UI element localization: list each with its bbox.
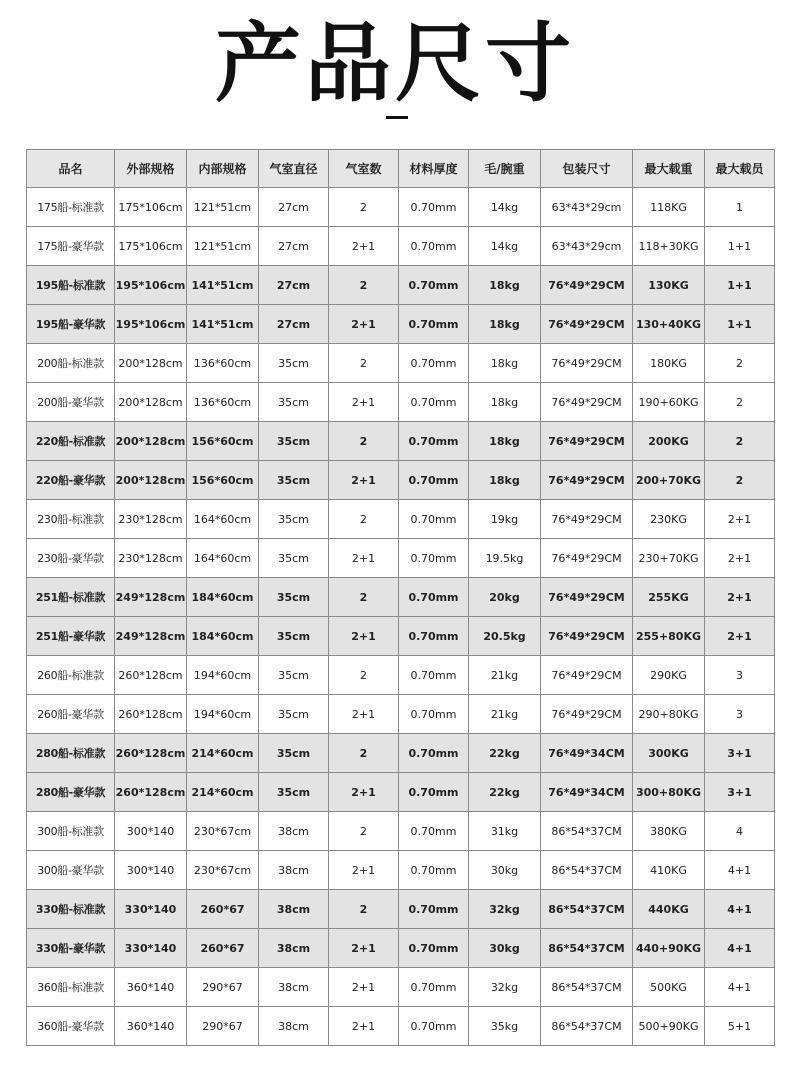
cell-col-name: 330船-豪华款 [27, 929, 115, 968]
cell-col-package-size: 76*49*29CM [541, 266, 633, 305]
cell-col-inner-size: 214*60cm [187, 734, 259, 773]
cell-col-tube-diameter: 35cm [259, 773, 329, 812]
cell-col-name: 230船-标准款 [27, 500, 115, 539]
cell-col-tube-diameter: 38cm [259, 890, 329, 929]
cell-col-outer-size: 230*128cm [115, 539, 187, 578]
cell-col-outer-size: 230*128cm [115, 500, 187, 539]
table-row [27, 617, 775, 656]
cell-col-name: 230船-豪华款 [27, 539, 115, 578]
cell-col-package-size: 86*54*37CM [541, 851, 633, 890]
cell-col-max-persons: 2+1 [705, 539, 775, 578]
cell-col-max-persons: 3+1 [705, 773, 775, 812]
header-col-package-size: 包装尺寸 [541, 150, 633, 188]
cell-col-name: 280船-标准款 [27, 734, 115, 773]
cell-col-chambers: 2 [329, 578, 399, 617]
cell-col-name: 200船-标准款 [27, 344, 115, 383]
cell-col-chambers: 2+1 [329, 773, 399, 812]
header-col-outer-size: 外部规格 [115, 150, 187, 188]
cell-col-inner-size: 260*67 [187, 929, 259, 968]
cell-col-outer-size: 300*140 [115, 812, 187, 851]
cell-col-weight: 21kg [469, 695, 541, 734]
table-row [27, 266, 775, 305]
cell-col-max-persons: 1+1 [705, 305, 775, 344]
cell-col-max-load: 230KG [633, 500, 705, 539]
table-row [27, 344, 775, 383]
cell-col-chambers: 2+1 [329, 461, 399, 500]
cell-col-chambers: 2+1 [329, 929, 399, 968]
cell-col-material-thickness: 0.70mm [399, 695, 469, 734]
cell-col-max-load: 130KG [633, 266, 705, 305]
cell-col-weight: 20.5kg [469, 617, 541, 656]
cell-col-material-thickness: 0.70mm [399, 305, 469, 344]
cell-col-weight: 31kg [469, 812, 541, 851]
cell-col-outer-size: 360*140 [115, 968, 187, 1007]
cell-col-max-persons: 5+1 [705, 1007, 775, 1046]
table-row [27, 422, 775, 461]
header-col-max-load: 最大载重 [633, 150, 705, 188]
cell-col-max-persons: 1 [705, 188, 775, 227]
cell-col-outer-size: 300*140 [115, 851, 187, 890]
cell-col-tube-diameter: 35cm [259, 656, 329, 695]
cell-col-weight: 18kg [469, 266, 541, 305]
cell-col-name: 251船-豪华款 [27, 617, 115, 656]
cell-col-chambers: 2+1 [329, 968, 399, 1007]
cell-col-chambers: 2+1 [329, 227, 399, 266]
cell-col-max-persons: 4+1 [705, 851, 775, 890]
cell-col-tube-diameter: 38cm [259, 851, 329, 890]
cell-col-name: 220船-标准款 [27, 422, 115, 461]
cell-col-material-thickness: 0.70mm [399, 890, 469, 929]
cell-col-weight: 14kg [469, 188, 541, 227]
cell-col-package-size: 76*49*29CM [541, 617, 633, 656]
cell-col-weight: 19.5kg [469, 539, 541, 578]
cell-col-package-size: 76*49*29CM [541, 695, 633, 734]
cell-col-package-size: 63*43*29cm [541, 188, 633, 227]
cell-col-max-persons: 2 [705, 461, 775, 500]
cell-col-material-thickness: 0.70mm [399, 539, 469, 578]
cell-col-max-persons: 4 [705, 812, 775, 851]
cell-col-outer-size: 249*128cm [115, 617, 187, 656]
cell-col-max-persons: 3 [705, 695, 775, 734]
cell-col-tube-diameter: 27cm [259, 227, 329, 266]
cell-col-name: 300船-标准款 [27, 812, 115, 851]
cell-col-tube-diameter: 38cm [259, 968, 329, 1007]
cell-col-max-persons: 2 [705, 383, 775, 422]
cell-col-outer-size: 260*128cm [115, 773, 187, 812]
cell-col-package-size: 86*54*37CM [541, 968, 633, 1007]
cell-col-inner-size: 230*67cm [187, 812, 259, 851]
table-header-row [27, 150, 775, 188]
cell-col-weight: 18kg [469, 344, 541, 383]
cell-col-chambers: 2 [329, 734, 399, 773]
cell-col-name: 280船-豪华款 [27, 773, 115, 812]
cell-col-max-persons: 4+1 [705, 929, 775, 968]
cell-col-name: 360船-豪华款 [27, 1007, 115, 1046]
cell-col-inner-size: 194*60cm [187, 656, 259, 695]
cell-col-outer-size: 200*128cm [115, 344, 187, 383]
cell-col-chambers: 2 [329, 188, 399, 227]
cell-col-name: 195船-标准款 [27, 266, 115, 305]
table-row [27, 929, 775, 968]
table-row [27, 383, 775, 422]
cell-col-outer-size: 260*128cm [115, 695, 187, 734]
cell-col-weight: 35kg [469, 1007, 541, 1046]
cell-col-inner-size: 230*67cm [187, 851, 259, 890]
table-row [27, 539, 775, 578]
cell-col-max-load: 230+70KG [633, 539, 705, 578]
cell-col-tube-diameter: 35cm [259, 422, 329, 461]
cell-col-outer-size: 175*106cm [115, 227, 187, 266]
cell-col-package-size: 76*49*29CM [541, 461, 633, 500]
cell-col-outer-size: 360*140 [115, 1007, 187, 1046]
cell-col-weight: 14kg [469, 227, 541, 266]
cell-col-max-load: 190+60KG [633, 383, 705, 422]
cell-col-max-persons: 4+1 [705, 968, 775, 1007]
cell-col-max-persons: 1+1 [705, 266, 775, 305]
cell-col-outer-size: 175*106cm [115, 188, 187, 227]
table-row [27, 500, 775, 539]
cell-col-tube-diameter: 35cm [259, 461, 329, 500]
cell-col-inner-size: 156*60cm [187, 461, 259, 500]
cell-col-name: 175船-豪华款 [27, 227, 115, 266]
cell-col-max-load: 440KG [633, 890, 705, 929]
header-col-material-thickness: 材料厚度 [399, 150, 469, 188]
cell-col-package-size: 86*54*37CM [541, 1007, 633, 1046]
cell-col-outer-size: 200*128cm [115, 461, 187, 500]
cell-col-inner-size: 260*67 [187, 890, 259, 929]
cell-col-max-persons: 4+1 [705, 890, 775, 929]
table-row [27, 1007, 775, 1046]
table-row [27, 227, 775, 266]
cell-col-inner-size: 184*60cm [187, 617, 259, 656]
cell-col-outer-size: 195*106cm [115, 305, 187, 344]
cell-col-name: 251船-标准款 [27, 578, 115, 617]
cell-col-chambers: 2 [329, 890, 399, 929]
cell-col-max-persons: 2 [705, 344, 775, 383]
table-row [27, 578, 775, 617]
cell-col-inner-size: 184*60cm [187, 578, 259, 617]
cell-col-name: 360船-标准款 [27, 968, 115, 1007]
cell-col-outer-size: 330*140 [115, 929, 187, 968]
table-row [27, 851, 775, 890]
table-row [27, 461, 775, 500]
table-row [27, 656, 775, 695]
cell-col-material-thickness: 0.70mm [399, 929, 469, 968]
cell-col-max-load: 200KG [633, 422, 705, 461]
cell-col-max-load: 440+90KG [633, 929, 705, 968]
cell-col-tube-diameter: 35cm [259, 578, 329, 617]
cell-col-max-load: 290+80KG [633, 695, 705, 734]
cell-col-material-thickness: 0.70mm [399, 812, 469, 851]
cell-col-material-thickness: 0.70mm [399, 188, 469, 227]
cell-col-material-thickness: 0.70mm [399, 773, 469, 812]
cell-col-chambers: 2+1 [329, 383, 399, 422]
cell-col-max-load: 118+30KG [633, 227, 705, 266]
cell-col-name: 300船-豪华款 [27, 851, 115, 890]
cell-col-material-thickness: 0.70mm [399, 227, 469, 266]
cell-col-outer-size: 200*128cm [115, 383, 187, 422]
cell-col-material-thickness: 0.70mm [399, 734, 469, 773]
header-col-max-persons: 最大载员 [705, 150, 775, 188]
cell-col-material-thickness: 0.70mm [399, 422, 469, 461]
cell-col-max-persons: 2+1 [705, 578, 775, 617]
cell-col-package-size: 76*49*29CM [541, 383, 633, 422]
cell-col-outer-size: 260*128cm [115, 734, 187, 773]
cell-col-weight: 19kg [469, 500, 541, 539]
cell-col-weight: 18kg [469, 461, 541, 500]
table-row [27, 968, 775, 1007]
cell-col-inner-size: 290*67 [187, 968, 259, 1007]
cell-col-chambers: 2+1 [329, 539, 399, 578]
cell-col-name: 220船-豪华款 [27, 461, 115, 500]
cell-col-weight: 18kg [469, 422, 541, 461]
cell-col-package-size: 76*49*29CM [541, 656, 633, 695]
cell-col-chambers: 2+1 [329, 617, 399, 656]
table-row [27, 734, 775, 773]
cell-col-inner-size: 156*60cm [187, 422, 259, 461]
cell-col-max-load: 118KG [633, 188, 705, 227]
table-row [27, 812, 775, 851]
cell-col-max-load: 500+90KG [633, 1007, 705, 1046]
cell-col-package-size: 86*54*37CM [541, 890, 633, 929]
cell-col-material-thickness: 0.70mm [399, 344, 469, 383]
cell-col-tube-diameter: 38cm [259, 1007, 329, 1046]
cell-col-max-load: 200+70KG [633, 461, 705, 500]
cell-col-inner-size: 121*51cm [187, 227, 259, 266]
cell-col-name: 195船-豪华款 [27, 305, 115, 344]
cell-col-chambers: 2+1 [329, 305, 399, 344]
cell-col-chambers: 2 [329, 422, 399, 461]
cell-col-outer-size: 330*140 [115, 890, 187, 929]
cell-col-package-size: 76*49*29CM [541, 500, 633, 539]
cell-col-material-thickness: 0.70mm [399, 968, 469, 1007]
cell-col-package-size: 76*49*29CM [541, 305, 633, 344]
cell-col-package-size: 76*49*34CM [541, 773, 633, 812]
cell-col-weight: 30kg [469, 929, 541, 968]
cell-col-inner-size: 164*60cm [187, 539, 259, 578]
header-col-inner-size: 内部规格 [187, 150, 259, 188]
cell-col-name: 260船-标准款 [27, 656, 115, 695]
cell-col-material-thickness: 0.70mm [399, 383, 469, 422]
table-row [27, 305, 775, 344]
cell-col-tube-diameter: 35cm [259, 617, 329, 656]
cell-col-max-persons: 1+1 [705, 227, 775, 266]
cell-col-chambers: 2+1 [329, 1007, 399, 1046]
cell-col-package-size: 86*54*37CM [541, 929, 633, 968]
cell-col-max-load: 300KG [633, 734, 705, 773]
cell-col-name: 260船-豪华款 [27, 695, 115, 734]
cell-col-max-load: 180KG [633, 344, 705, 383]
cell-col-name: 175船-标准款 [27, 188, 115, 227]
cell-col-name: 200船-豪华款 [27, 383, 115, 422]
cell-col-tube-diameter: 35cm [259, 383, 329, 422]
cell-col-max-load: 290KG [633, 656, 705, 695]
header-col-name: 品名 [27, 150, 115, 188]
cell-col-inner-size: 136*60cm [187, 383, 259, 422]
cell-col-chambers: 2 [329, 344, 399, 383]
cell-col-material-thickness: 0.70mm [399, 851, 469, 890]
cell-col-tube-diameter: 38cm [259, 929, 329, 968]
cell-col-inner-size: 214*60cm [187, 773, 259, 812]
cell-col-max-load: 410KG [633, 851, 705, 890]
cell-col-max-load: 255KG [633, 578, 705, 617]
cell-col-max-load: 300+80KG [633, 773, 705, 812]
cell-col-inner-size: 136*60cm [187, 344, 259, 383]
cell-col-material-thickness: 0.70mm [399, 266, 469, 305]
cell-col-package-size: 76*49*29CM [541, 344, 633, 383]
cell-col-inner-size: 194*60cm [187, 695, 259, 734]
cell-col-material-thickness: 0.70mm [399, 461, 469, 500]
cell-col-max-load: 380KG [633, 812, 705, 851]
cell-col-material-thickness: 0.70mm [399, 500, 469, 539]
cell-col-tube-diameter: 27cm [259, 305, 329, 344]
cell-col-max-persons: 2 [705, 422, 775, 461]
cell-col-material-thickness: 0.70mm [399, 578, 469, 617]
cell-col-weight: 20kg [469, 578, 541, 617]
cell-col-weight: 22kg [469, 734, 541, 773]
cell-col-max-load: 130+40KG [633, 305, 705, 344]
cell-col-max-load: 255+80KG [633, 617, 705, 656]
table-row [27, 695, 775, 734]
cell-col-tube-diameter: 27cm [259, 266, 329, 305]
cell-col-chambers: 2 [329, 656, 399, 695]
cell-col-weight: 18kg [469, 305, 541, 344]
cell-col-material-thickness: 0.70mm [399, 656, 469, 695]
cell-col-inner-size: 141*51cm [187, 266, 259, 305]
cell-col-chambers: 2+1 [329, 695, 399, 734]
cell-col-weight: 32kg [469, 890, 541, 929]
cell-col-tube-diameter: 35cm [259, 344, 329, 383]
cell-col-tube-diameter: 35cm [259, 539, 329, 578]
cell-col-weight: 18kg [469, 383, 541, 422]
cell-col-package-size: 76*49*29CM [541, 578, 633, 617]
cell-col-outer-size: 260*128cm [115, 656, 187, 695]
cell-col-package-size: 76*49*34CM [541, 734, 633, 773]
cell-col-chambers: 2 [329, 500, 399, 539]
cell-col-package-size: 63*43*29cm [541, 227, 633, 266]
cell-col-weight: 21kg [469, 656, 541, 695]
product-size-table [26, 149, 775, 1046]
header-col-chambers: 气室数 [329, 150, 399, 188]
cell-col-chambers: 2 [329, 812, 399, 851]
cell-col-weight: 22kg [469, 773, 541, 812]
table-row [27, 188, 775, 227]
title-underline [386, 116, 408, 119]
cell-col-tube-diameter: 35cm [259, 734, 329, 773]
cell-col-chambers: 2+1 [329, 851, 399, 890]
cell-col-max-persons: 3+1 [705, 734, 775, 773]
cell-col-inner-size: 121*51cm [187, 188, 259, 227]
cell-col-tube-diameter: 35cm [259, 500, 329, 539]
cell-col-name: 330船-标准款 [27, 890, 115, 929]
table-row [27, 890, 775, 929]
cell-col-package-size: 76*49*29CM [541, 539, 633, 578]
cell-col-material-thickness: 0.70mm [399, 1007, 469, 1046]
cell-col-outer-size: 249*128cm [115, 578, 187, 617]
cell-col-outer-size: 195*106cm [115, 266, 187, 305]
cell-col-max-persons: 3 [705, 656, 775, 695]
cell-col-tube-diameter: 27cm [259, 188, 329, 227]
cell-col-max-load: 500KG [633, 968, 705, 1007]
cell-col-weight: 30kg [469, 851, 541, 890]
cell-col-tube-diameter: 38cm [259, 812, 329, 851]
cell-col-material-thickness: 0.70mm [399, 617, 469, 656]
table-row [27, 773, 775, 812]
cell-col-inner-size: 290*67 [187, 1007, 259, 1046]
cell-col-tube-diameter: 35cm [259, 695, 329, 734]
cell-col-package-size: 76*49*29CM [541, 422, 633, 461]
cell-col-inner-size: 141*51cm [187, 305, 259, 344]
header-col-weight: 毛/腕重 [469, 150, 541, 188]
cell-col-max-persons: 2+1 [705, 500, 775, 539]
cell-col-max-persons: 2+1 [705, 617, 775, 656]
page-title: 产品尺寸 [215, 14, 575, 114]
cell-col-outer-size: 200*128cm [115, 422, 187, 461]
header-col-tube-diameter: 气室直径 [259, 150, 329, 188]
cell-col-chambers: 2 [329, 266, 399, 305]
cell-col-weight: 32kg [469, 968, 541, 1007]
cell-col-package-size: 86*54*37CM [541, 812, 633, 851]
cell-col-inner-size: 164*60cm [187, 500, 259, 539]
